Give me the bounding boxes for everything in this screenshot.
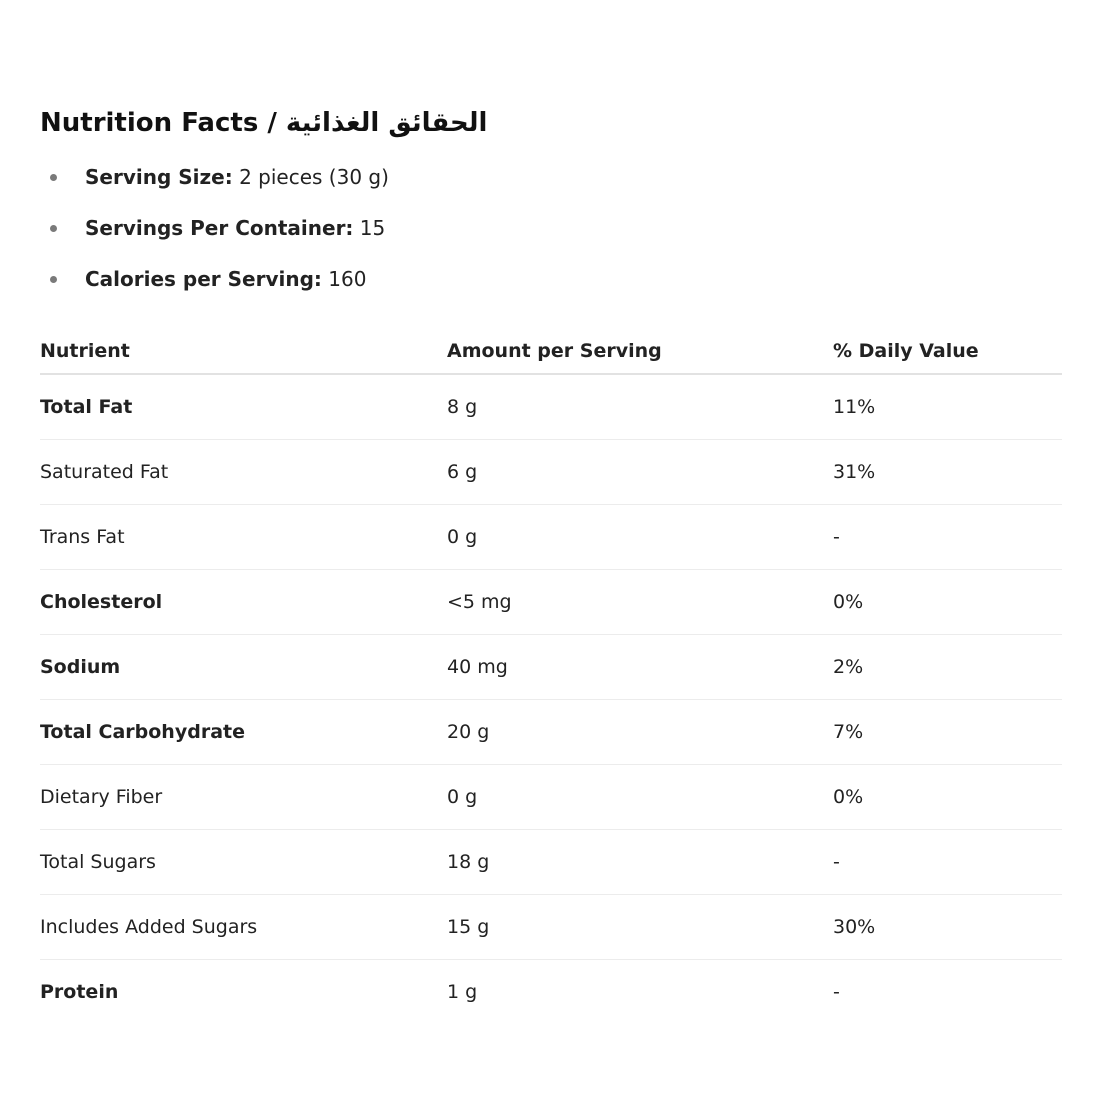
calories-label: Calories per Serving: — [85, 267, 322, 291]
table-row — [40, 830, 1062, 895]
nutrient-cell: Protein — [40, 981, 119, 1003]
amount-cell: 6 g — [447, 461, 478, 483]
amount-cell: 18 g — [447, 851, 490, 873]
servings-per-container-item — [40, 203, 1062, 254]
header-nutrient: Nutrient — [40, 340, 130, 362]
nutrient-cell: Total Sugars — [40, 851, 156, 873]
serving-size-item — [40, 152, 1062, 203]
serving-size-value: 2 pieces (30 g) — [239, 165, 389, 189]
daily-value-cell: 0% — [833, 591, 864, 613]
amount-cell: 20 g — [447, 721, 490, 743]
table-row — [40, 765, 1062, 830]
table-row — [40, 375, 1062, 440]
daily-value-cell: - — [833, 981, 840, 1003]
serving-size-label: Serving Size: — [85, 165, 233, 189]
nutrient-cell: Sodium — [40, 656, 121, 678]
daily-value-cell: - — [833, 526, 840, 548]
nutrient-cell: Total Fat — [40, 396, 133, 418]
bullet-icon — [50, 174, 57, 181]
servings-per-container-value: 15 — [359, 216, 386, 240]
page-title: Nutrition Facts / الحقائق الغذائية — [40, 108, 488, 138]
nutrient-cell: Dietary Fiber — [40, 786, 163, 808]
nutrient-cell: Saturated Fat — [40, 461, 169, 483]
bullet-icon — [50, 276, 57, 283]
table-row — [40, 570, 1062, 635]
daily-value-cell: 11% — [833, 396, 876, 418]
nutrient-cell: Cholesterol — [40, 591, 163, 613]
nutrition-table — [40, 329, 1062, 1024]
table-row — [40, 700, 1062, 765]
daily-value-cell: 2% — [833, 656, 864, 678]
table-row — [40, 505, 1062, 570]
amount-cell: 0 g — [447, 786, 478, 808]
amount-cell: 1 g — [447, 981, 478, 1003]
calories-item — [40, 254, 1062, 305]
table-row — [40, 895, 1062, 960]
nutrient-cell: Trans Fat — [40, 526, 125, 548]
table-header-row — [40, 329, 1062, 375]
amount-cell: <5 mg — [447, 591, 512, 613]
daily-value-cell: - — [833, 851, 840, 873]
header-amount: Amount per Serving — [447, 340, 662, 362]
daily-value-cell: 31% — [833, 461, 876, 483]
header-daily-value: % Daily Value — [833, 340, 979, 362]
serving-summary-list — [40, 152, 1062, 305]
daily-value-cell: 7% — [833, 721, 864, 743]
servings-per-container-label: Servings Per Container: — [85, 216, 354, 240]
table-row — [40, 440, 1062, 505]
table-row — [40, 635, 1062, 700]
bullet-icon — [50, 225, 57, 232]
daily-value-cell: 0% — [833, 786, 864, 808]
table-row — [40, 960, 1062, 1024]
amount-cell: 15 g — [447, 916, 490, 938]
nutrition-document — [40, 100, 1062, 1024]
amount-cell: 40 mg — [447, 656, 508, 678]
calories-value: 160 — [328, 267, 367, 291]
nutrient-cell: Total Carbohydrate — [40, 721, 245, 743]
nutrient-cell: Includes Added Sugars — [40, 916, 258, 938]
amount-cell: 0 g — [447, 526, 478, 548]
daily-value-cell: 30% — [833, 916, 876, 938]
amount-cell: 8 g — [447, 396, 478, 418]
